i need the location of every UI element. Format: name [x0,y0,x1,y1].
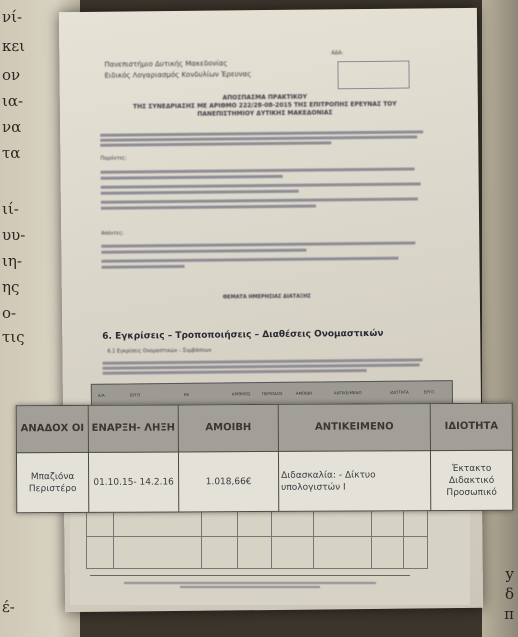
cell-contractor: Μπαζιόνα Περιστέρο [16,452,88,512]
news-line: δ [504,585,514,603]
document-header-left [104,58,251,82]
document-header-right: ΑΔΑ: [331,50,344,57]
news-line: έ- [2,598,15,616]
newspaper-right-edge [482,0,518,637]
news-line: ον [2,66,21,84]
account-name: Ειδικός Λογαριασμός Κονδυλίων Έρευνας [104,70,252,80]
footer-text [110,580,390,590]
small-header-cell: ΚΕ [183,391,190,397]
cell-subject: Διδασκαλία: - Δίκτυο υπολογιστών Ι [278,451,430,512]
small-header-cell: Α/Α [97,392,105,398]
news-line: y [505,565,514,583]
small-header-cell: ΕΡΓΟ [129,392,141,398]
title-line: ΑΠΟΣΠΑΣΜΑ ΠΡΑΚΤΙΚΟΥ [222,93,308,102]
section-heading: 6. Εγκρίσεις – Τροποποιήσεις – Διαθέσεις Ονομαστικών [102,328,384,342]
header-subject: ΑΝΤΙΚΕΙΜΕΝΟ [278,404,430,452]
cell-capacity: Έκτακτο Διδακτικό Προσωπικό [430,450,512,510]
header-capacity: ΙΔΙΟΤΗΤΑ [430,403,512,450]
news-line: υυ- [2,226,26,244]
present-list [101,164,431,212]
protocol-stamp [337,61,409,90]
news-line: τις [2,328,25,346]
header-amount: ΑΜΟΙΒΗ [178,404,278,452]
news-line: νί- [2,8,23,26]
agenda-title: ΘΕΜΑΤΑ ΗΜΕΡΗΣΙΑΣ ΔΙΑΤΑΞΗΣ [222,293,311,301]
news-line: τα [2,144,21,162]
enlarged-table-strip [16,403,513,514]
contract-table [16,403,514,514]
news-line: ια- [2,92,24,110]
news-line: π [504,605,514,623]
header-contractors: ΑΝΑΔΟΧ ΟΙ [16,405,88,452]
title-line: ΠΑΝΕΠΙΣΤΗΜΙΟΥ ΔΥΤΙΚΗΣ ΜΑΚΕΔΟΝΙΑΣ [197,109,333,118]
cell-amount: 1.018,66€ [178,451,278,512]
document-title [100,92,430,119]
absent-list [101,238,431,271]
section-paragraph [103,356,433,376]
cell-period: 01.10.15- 14.2.16 [88,452,178,512]
present-label: Παρόντες: [100,155,127,162]
news-line: ιί- [2,200,19,218]
university-name: Πανεπιστήμιο Δυτικής Μακεδονίας [104,59,228,69]
document-lower-area [70,505,470,605]
news-line: κει [2,37,26,55]
header-period: ΕΝΑΡΞΗ- ΛΗΞΗ [88,405,178,452]
footer-rule [90,575,410,576]
subsection-heading: 6.1 Εγκρίσεις Ονομαστικών – Συμβάσεων [107,347,212,355]
small-header-cell: ΑΜΟΙΒΗ [295,390,313,396]
news-line: ο- [2,304,17,322]
small-header-cell: ΑΡΙΘΜΟΣ [231,391,251,397]
small-header-cell: ΙΔΙΟΤΗΤΑ [389,389,409,395]
lower-table-rows [86,505,428,569]
small-header-cell: ΠΕΡΙΟΔΟΣ [261,390,283,397]
news-line: ης [2,278,20,296]
news-line: να [2,118,22,136]
title-line: ΤΗΣ ΣΥΝΕΔΡΙΑΣΗΣ ΜΕ ΑΡΙΘΜΟ 222/28-08-2015 ΤΗΣ ΕΠΙΤΡΟΠΗΣ ΕΡΕΥΝΑΣ ΤΟΥ [132,100,397,111]
table-row [16,450,512,513]
news-line: ιη- [2,252,22,270]
absent-label: Απόντες: [101,230,124,237]
table-header-row [16,403,512,453]
small-header-cell: ΑΝΤΙΚΕΙΜΕΝΟ [333,390,362,396]
small-header-cell: ΕΡΓΟ [423,389,435,395]
intro-paragraph [100,128,430,148]
